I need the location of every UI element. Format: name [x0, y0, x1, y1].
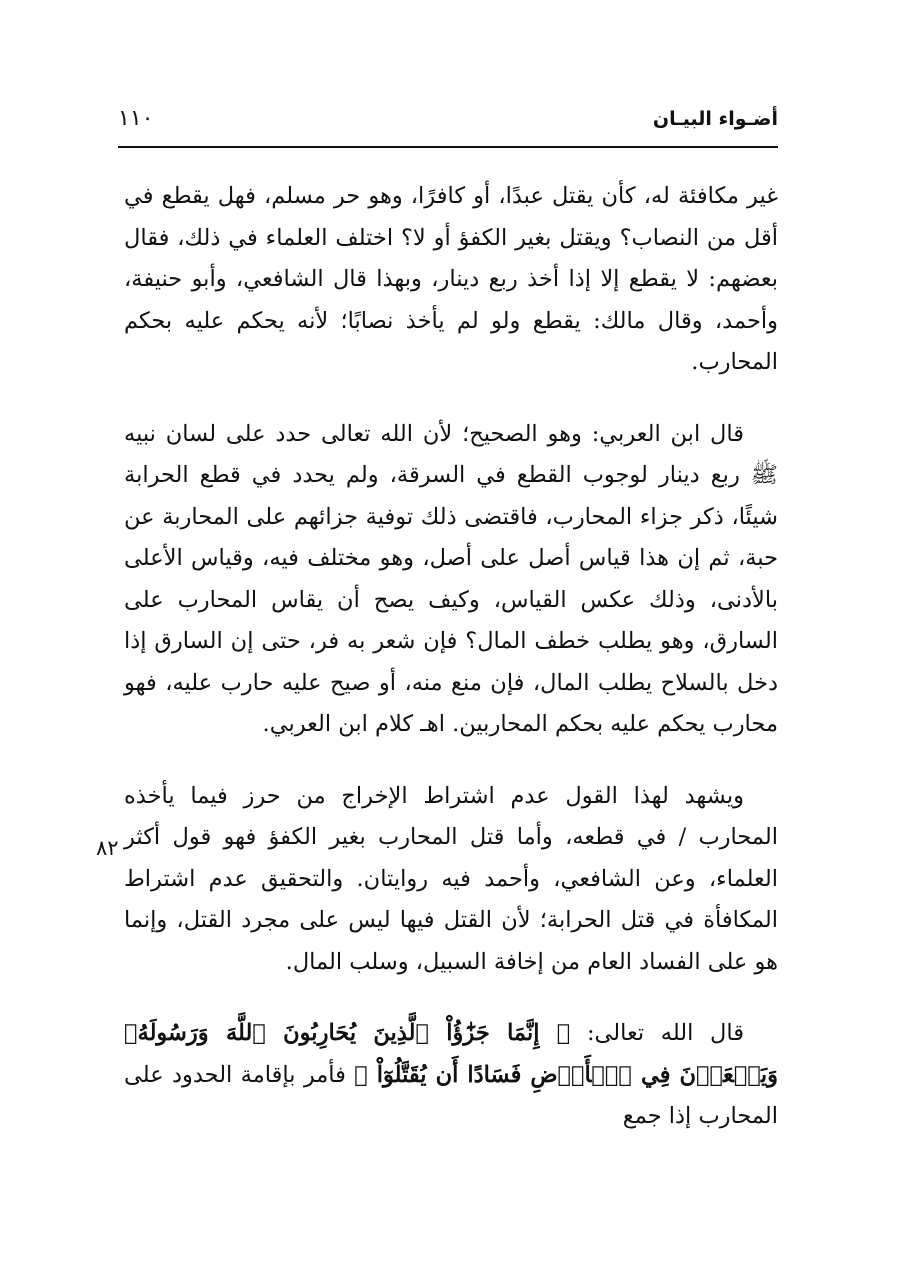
paragraph: قال ابن العربي: وهو الصحيح؛ لأن الله تعالى حدد على لسان نبيه ﷺ ربع دينار لوجوب القطع في السرقة، ولم يحدد في قطع الحرابة شيئًا، ذكر جزاء المحارب، فاقتضى ذلك توفية جزائهم على المحاربة عن حبة، ثم إن هذا قياس أصل على أصل، وهو مختلف فيه، وقياس الأعلى بالأدنى، وذلك عكس القياس، وكيف يصح أن يقاس المحارب على السارق، وهو يطلب خطف المال؟ فإن شعر به فر، حتى إن السارق إذا دخل بالسلاح يطلب المال، فإن منع منه، أو صيح عليه حارب عليه، فهو محارب يحكم عليه بحكم المحاربين. اهـ كلام ابن العربي. — [124, 420, 778, 737]
paragraph: غير مكافئة له، كأن يقتل عبدًا، أو كافرًا، وهو حر مسلم، فهل يقطع في أقل من النصاب؟ ويقتل بغير الكفؤ أو لا؟ اختلف العلماء في ذلك، فقال بعضهم: لا يقطع إلا إذا أخذ ربع دينار، وبهذا قال الشافعي، وأبو حنيفة، وأحمد، وقال مالك: يقطع ولو لم يأخذ نصابًا؛ لأنه يحكم عليه بحكم المحارب. — [124, 183, 778, 375]
page-header — [118, 100, 778, 148]
margin-page-reference: ٨٢ — [96, 836, 119, 860]
page-number: ١١٠ — [118, 106, 154, 131]
paragraph-with-verse — [124, 1013, 778, 1138]
verse-continuation: فأمر بإقامة الحدود على المحارب إذا جمع — [124, 1061, 778, 1129]
quran-verse: ﴿ إِنَّمَا جَزَٰٓؤُاْ ٱلَّذِينَ يُحَارِبُونَ ٱللَّهَ وَرَسُولَهُۥ وَيَسۡعَوۡنَ فِي ٱلۡأَرۡضِ فَسَادًا أَن يُقَتَّلُوٓاْ ﴾ — [124, 1020, 778, 1088]
page-body — [124, 176, 778, 1168]
verse-intro: قال الله تعالى: — [570, 1020, 744, 1046]
running-title: أضـواء البيـان — [652, 108, 778, 130]
paragraph: ويشهد لهذا القول عدم اشتراط الإخراج من حرز فيما يأخذه المحارب / في قطعه، وأما قتل المحارب بغير الكفؤ فهو قول أكثر العلماء، وعن الشافعي، وأحمد فيه روايتان. والتحقيق عدم اشتراط المكافأة في قتل الحرابة؛ لأن القتل فيها ليس على مجرد القتل، وإنما هو على الفساد العام من إخافة السبيل، وسلب المال. — [124, 782, 778, 975]
